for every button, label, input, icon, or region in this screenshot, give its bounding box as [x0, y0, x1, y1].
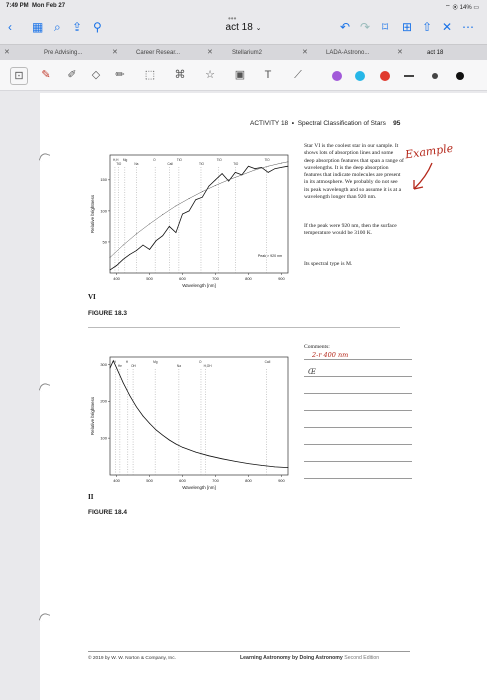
data-point — [129, 395, 130, 396]
line-label: Na — [134, 162, 139, 166]
line-label: TiO — [198, 162, 205, 166]
data-point — [268, 166, 269, 167]
comment-line — [304, 410, 412, 411]
data-point — [136, 234, 137, 235]
star-label-vi: VI — [88, 293, 96, 301]
x-tick-label: 500 — [146, 478, 153, 483]
tab-close-icon[interactable]: ✕ — [397, 49, 403, 56]
overflow-icon[interactable]: ⋯ — [462, 20, 474, 34]
tab-lada-astronomy[interactable] — [302, 48, 402, 58]
line-label: He — [117, 364, 122, 368]
y-axis-label: Relative brightness — [90, 194, 95, 234]
stroke-thick[interactable] — [456, 72, 464, 80]
data-point — [195, 452, 196, 453]
status-bar — [0, 0, 487, 14]
handwritten-mark: Œ — [308, 368, 316, 376]
peak-label: Peak > 920 nm — [257, 254, 283, 258]
line-label: OH — [131, 364, 136, 368]
comment-line — [304, 427, 412, 428]
data-point — [255, 168, 256, 169]
data-point — [215, 179, 216, 180]
data-point — [182, 214, 183, 215]
data-point — [169, 226, 170, 227]
data-point — [261, 465, 262, 466]
data-point — [235, 172, 236, 173]
document-page — [40, 93, 487, 700]
line-label: CaII — [167, 162, 174, 166]
x-tick-label: 900 — [278, 478, 285, 483]
data-point — [228, 179, 229, 180]
shapes-icon[interactable]: ⬚ — [144, 69, 156, 81]
line-label: TiO — [233, 162, 239, 166]
stroke-medium[interactable] — [432, 73, 438, 79]
undo-icon[interactable]: ↶ — [340, 20, 351, 34]
color-purple[interactable] — [332, 71, 342, 81]
line-label: Mg — [122, 158, 128, 162]
data-point — [255, 170, 256, 171]
data-point — [281, 163, 282, 164]
figure-caption: FIGURE 18.3 — [88, 310, 128, 317]
status-right: ⌔ ◉ 14% ▭ — [445, 5, 479, 11]
data-point — [169, 440, 170, 441]
add-page-icon[interactable]: ⊞ — [402, 20, 413, 34]
line-label: Mg — [153, 360, 158, 364]
data-point — [149, 423, 150, 424]
data-point — [281, 167, 282, 168]
data-point — [116, 265, 117, 266]
data-point — [195, 199, 196, 200]
more-dots[interactable]: ••• — [228, 14, 237, 23]
tab-career-research[interactable] — [112, 48, 212, 58]
x-tick-label: 400 — [113, 276, 120, 281]
figure-18-3 — [88, 141, 300, 301]
data-point — [136, 250, 137, 251]
stroke-thin[interactable] — [404, 75, 414, 77]
figure-caption: FIGURE 18.4 — [88, 509, 128, 516]
y-tick-label: 100 — [100, 208, 107, 214]
bookmark-pin-icon[interactable]: ⚲ — [93, 20, 102, 34]
data-point — [156, 240, 157, 241]
data-point — [222, 173, 223, 174]
search-icon[interactable]: ⌕ — [54, 20, 61, 34]
x-tick-label: 700 — [212, 276, 219, 281]
copyright-text: © 2019 by W. W. Norton & Company, Inc. — [88, 656, 176, 661]
tab-stellarium[interactable] — [207, 48, 302, 58]
y-tick-label: 50 — [102, 239, 107, 245]
data-point — [110, 368, 111, 369]
data-point — [149, 249, 150, 250]
data-point — [235, 461, 236, 462]
data-point — [176, 232, 177, 233]
data-point — [215, 185, 216, 186]
line-label: TiO — [116, 162, 122, 166]
spectrum-chart-ii — [88, 343, 300, 503]
data-point — [176, 206, 177, 207]
tab-label: LADA-Astrono... — [326, 50, 370, 56]
data-point — [123, 382, 124, 383]
book-title: Learning Astronomy by Doing Astronomy Second Edition — [240, 655, 380, 661]
tab-act-18[interactable] — [397, 48, 483, 58]
x-tick-label: 800 — [245, 478, 252, 483]
handwritten-example: Example — [404, 141, 454, 162]
data-point — [156, 430, 157, 431]
spectrum-chart-vi — [88, 141, 300, 301]
footer-rule — [88, 651, 410, 652]
data-point — [116, 368, 117, 369]
divider — [88, 327, 400, 328]
x-tick-label: 500 — [146, 276, 153, 281]
paragraph-2: If the peak were 920 nm, then the surface temperature would be 3100 K. — [304, 223, 397, 237]
image-icon[interactable]: ▣ — [234, 69, 246, 81]
close-icon[interactable]: ✕ — [442, 20, 453, 34]
page-margin-mark — [39, 612, 51, 624]
comment-line — [304, 393, 412, 394]
data-point — [288, 467, 289, 468]
status-time: 7:49 PM Mon Feb 27 — [6, 3, 66, 9]
data-point — [274, 168, 275, 169]
data-point — [189, 211, 190, 212]
data-point — [288, 166, 289, 167]
data-point — [113, 360, 114, 361]
annotation-toolbar — [0, 60, 487, 91]
x-tick-label: 900 — [278, 276, 285, 281]
tab-pre-advising[interactable] — [4, 48, 94, 58]
line-label: O — [198, 360, 202, 364]
data-point — [288, 161, 289, 162]
page-margin-mark — [39, 382, 51, 394]
pencil-icon[interactable]: ✏ — [115, 69, 125, 81]
x-tick-label: 800 — [245, 276, 252, 281]
y-tick-label: 150 — [100, 177, 107, 183]
text-icon[interactable]: T — [264, 69, 272, 81]
tab-close-icon[interactable]: ✕ — [207, 49, 213, 56]
y-tick-label: 200 — [100, 398, 107, 404]
star-icon[interactable]: ☆ — [205, 69, 215, 81]
color-blue[interactable] — [355, 71, 365, 81]
data-point — [110, 270, 111, 271]
tab-label: Career Resear... — [136, 50, 181, 56]
document-title[interactable]: act 18 ⌄ — [225, 22, 262, 33]
figure-18-4 — [88, 343, 300, 503]
export-icon[interactable]: ⇧ — [422, 20, 433, 34]
lasso-icon[interactable]: ⊡ — [10, 67, 28, 85]
page-margin-mark — [39, 152, 51, 164]
line-label: H,H — [112, 158, 119, 162]
share-icon[interactable]: ⇪ — [72, 20, 83, 34]
comment-line — [304, 478, 412, 479]
tab-close-icon[interactable]: ✕ — [302, 49, 308, 56]
paragraph-3: Its spectral type is M. — [304, 261, 353, 267]
lasso-select-icon[interactable]: ⌘ — [174, 69, 186, 81]
comment-line — [304, 376, 412, 377]
x-axis-label: Wavelength [nm] — [182, 485, 216, 490]
tab-label: act 18 — [427, 50, 444, 56]
x-tick-label: 400 — [113, 478, 120, 483]
x-axis-label: Wavelength [nm] — [182, 283, 216, 288]
data-point — [261, 167, 262, 168]
data-point — [242, 175, 243, 176]
data-point — [268, 172, 269, 173]
data-point — [248, 463, 249, 464]
data-point — [209, 455, 210, 456]
data-point — [202, 191, 203, 192]
data-point — [209, 186, 210, 187]
handwritten-comment: 2-r 400 nm — [312, 351, 349, 359]
data-point — [189, 198, 190, 199]
nav-bar — [0, 14, 487, 42]
data-point — [162, 235, 163, 236]
comments-label: Comments: — [304, 344, 330, 350]
line-label: H — [125, 360, 129, 364]
line-label: H — [113, 360, 116, 364]
data-point — [274, 467, 275, 468]
data-point — [248, 166, 249, 167]
tab-close-icon[interactable]: ✕ — [4, 49, 10, 56]
handwritten-arrow — [408, 161, 436, 193]
plot-frame — [110, 357, 288, 475]
x-tick-label: 700 — [212, 478, 219, 483]
data-point — [222, 458, 223, 459]
line-label: CaII — [264, 360, 271, 364]
data-point — [129, 254, 130, 255]
y-tick-label: 300 — [100, 361, 107, 367]
data-point — [162, 435, 163, 436]
page-header: ACTIVITY 18 • Spectral Classification of Stars 95 — [250, 120, 401, 127]
x-tick-label: 600 — [179, 478, 186, 483]
data-point — [110, 257, 111, 258]
y-tick-label: 100 — [100, 435, 107, 441]
data-point — [149, 224, 150, 225]
eraser-icon[interactable]: ◇ — [91, 69, 101, 81]
redo-icon[interactable]: ↷ — [360, 20, 371, 34]
paragraph-1: Star VI is the coolest star in our sample. It shows lots of absorption lines and some deep absorption features that span a range of wavelengths. It is the deep absorption features that indicate molecules are present in its atmosphere. We probably do not see its peak wavelength and so assume it is at a wavelength longer than 920 nm. — [304, 143, 404, 201]
back-icon[interactable]: ‹ — [8, 20, 12, 34]
line-label: H,OH — [203, 364, 212, 368]
tab-label: Stellarium2 — [232, 50, 263, 56]
tab-bar — [0, 44, 487, 61]
tab-close-icon[interactable]: ✕ — [112, 49, 118, 56]
data-point — [123, 259, 124, 260]
pen-icon[interactable]: ✎ — [41, 69, 51, 81]
x-tick-label: 600 — [179, 276, 186, 281]
data-point — [162, 214, 163, 215]
comment-line — [304, 461, 412, 462]
y-axis-label: Relative brightness — [90, 396, 95, 436]
data-point — [143, 245, 144, 246]
data-point — [176, 444, 177, 445]
tab-label: Pre Advising... — [44, 50, 83, 56]
line-label: Na — [176, 364, 181, 368]
data-point — [228, 181, 229, 182]
bookmark-icon[interactable]: ⌑ — [382, 20, 389, 34]
data-point — [143, 416, 144, 417]
laser-icon[interactable]: ⟋ — [294, 69, 302, 81]
line-label: O — [153, 158, 156, 162]
line-label: TiO — [176, 158, 182, 162]
comment-line — [304, 444, 412, 445]
data-point — [123, 245, 124, 246]
data-point — [202, 197, 203, 198]
line-label: TiO — [216, 158, 222, 162]
line-label: TiO — [264, 158, 270, 162]
data-point — [182, 447, 183, 448]
grid-icon[interactable]: ▦ — [32, 20, 44, 34]
data-point — [136, 406, 137, 407]
star-label-ii: II — [88, 493, 94, 501]
highlighter-icon[interactable]: ✐ — [67, 69, 77, 81]
comment-line — [304, 359, 412, 360]
color-red[interactable] — [380, 71, 390, 81]
